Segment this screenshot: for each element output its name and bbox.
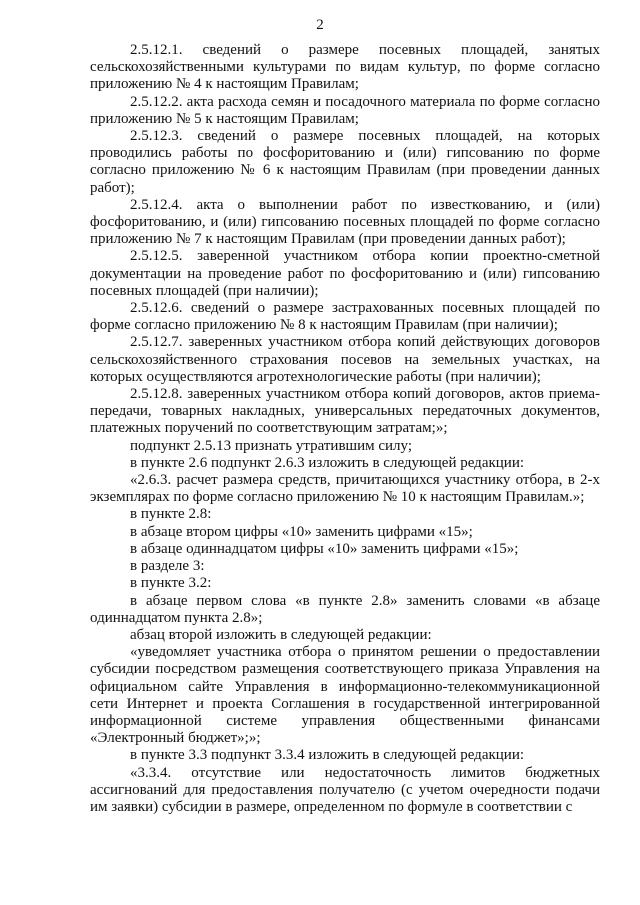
page-number: 2	[316, 17, 324, 33]
paragraph-2-5-12-3: 2.5.12.3. сведений о размере посевных площадей, на которых проводились работы по фосфоритованию и (или) гипсованию по форме согласно приложению № 6 к настоящим Правилам (при проведении данных работ);	[90, 128, 600, 196]
paragraph-2-5-12-7: 2.5.12.7. заверенных участником отбора копий действующих договоров сельскохозяйственного страхования посевов на земельных участках, на которых осуществляются агротехнологические работы (при наличии);	[90, 334, 600, 385]
paragraph-3-2-second-text: «уведомляет участника отбора о принятом решении о предоставлении субсидии посредством размещения соответствующего приказа Управления на официальном сайте Управления в информационно-телекоммуникационной сети Интернет и проекта Соглашения в государственной интегрированной информационной системе управления общественными финансами «Электронный бюджет»;»;	[90, 644, 600, 747]
paragraph-2-5-12-6: 2.5.12.6. сведений о размере застрахованных посевных площадей по форме согласно приложению № 8 к настоящим Правилам (при наличии);	[90, 300, 600, 334]
paragraph-2-5-12-1: 2.5.12.1. сведений о размере посевных площадей, занятых сельскохозяйственными культурами по видам культур, по форме согласно приложению № 4 к настоящим Правилам;	[90, 42, 600, 93]
paragraph-2-8-intro: в пункте 2.8:	[130, 506, 212, 523]
paragraph-3-2-intro: в пункте 3.2:	[130, 575, 212, 592]
paragraph-3-2-second-intro: абзац второй изложить в следующей редакции:	[130, 626, 432, 643]
paragraph-3-3-intro: в пункте 3.3 подпункт 3.3.4 изложить в следующей редакции:	[130, 747, 525, 764]
paragraph-2-8-second: в абзаце втором цифры «10» заменить цифрами «15»;	[130, 523, 473, 540]
paragraph-2-5-13-repeal: подпункт 2.5.13 признать утратившим силу;	[130, 437, 412, 454]
paragraph-3-2-first: в абзаце первом слова «в пункте 2.8» заменить словами «в абзаце одиннадцатом пункта 2.8»;	[90, 592, 600, 626]
paragraph-2-5-12-5: 2.5.12.5. заверенной участником отбора копии проектно-сметной документации на проведение работ по фосфоритованию и (или) гипсованию посевных площадей (при наличии);	[90, 248, 600, 299]
paragraph-2-8-eleventh: в абзаце одиннадцатом цифры «10» заменить цифрами «15»;	[130, 540, 519, 557]
paragraph-3-3-4: «3.3.4. отсутствие или недостаточность лимитов бюджетных ассигнований для предоставления получателю (с учетом очередности подачи им заявки) субсидии в размере, определенном по формуле в соответствии с	[90, 764, 600, 815]
paragraph-2-6-3: «2.6.3. расчет размера средств, причитающихся участнику отбора, в 2-х экземплярах по форме согласно приложению № 10 к настоящим Правилам.»;	[90, 472, 600, 506]
paragraph-section-3: в разделе 3:	[130, 558, 205, 575]
paragraph-2-5-12-4: 2.5.12.4. акта о выполнении работ по известкованию, и (или) фосфоритованию, и (или) гипсованию посевных площадей по форме согласно приложению № 7 к настоящим Правилам (при проведении данных работ);	[90, 196, 600, 248]
paragraph-2-6-intro: в пункте 2.6 подпункт 2.6.3 изложить в следующей редакции:	[130, 454, 525, 471]
paragraph-2-5-12-8: 2.5.12.8. заверенных участником отбора копий договоров, актов приема-передачи, товарных накладных, универсальных передаточных документов, платежных поручений по соответствующим затратам;»;	[90, 386, 600, 437]
document-body	[90, 42, 600, 816]
paragraph-2-5-12-2: 2.5.12.2. акта расхода семян и посадочного материала по форме согласно приложению № 5 к настоящим Правилам;	[90, 93, 600, 127]
